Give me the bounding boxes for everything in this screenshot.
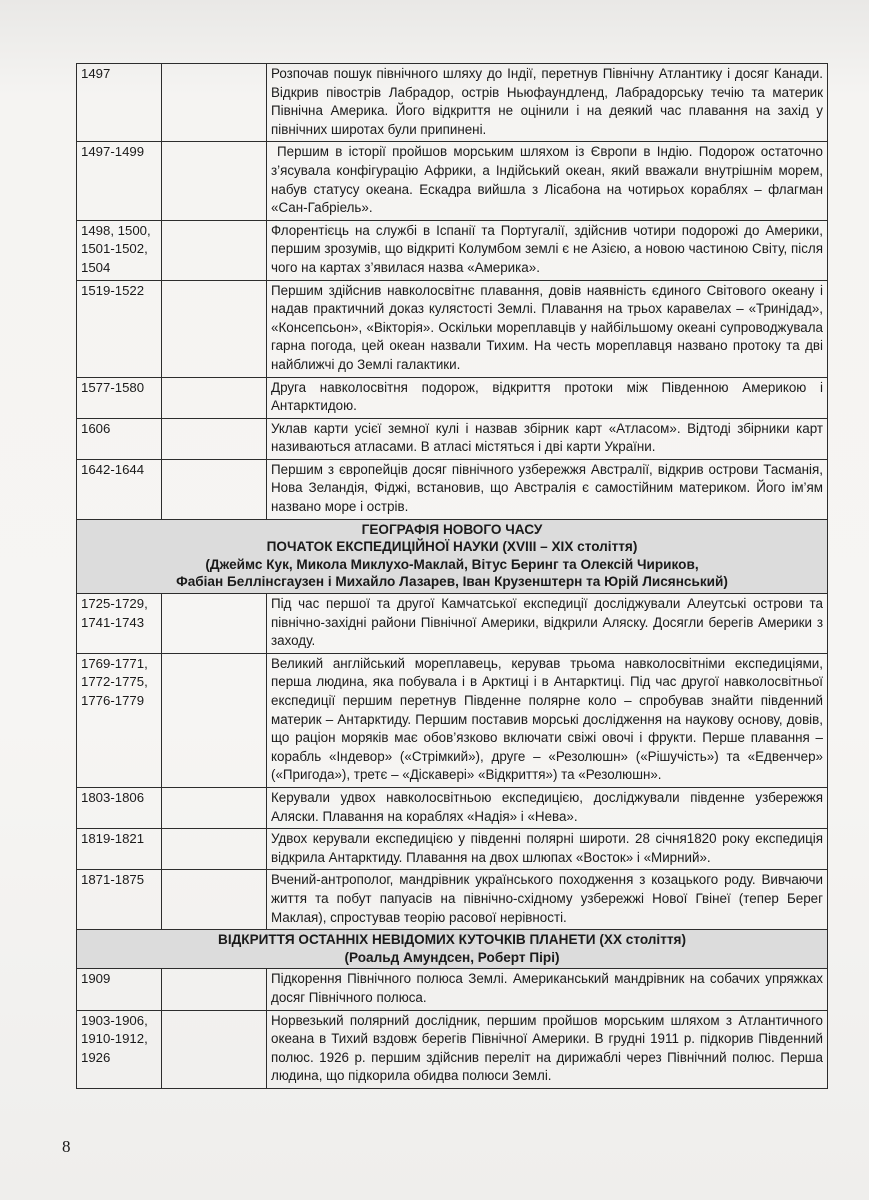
section-subtitle: ПОЧАТОК ЕКСПЕДИЦІЙНОЇ НАУКИ (XVIII – XIX століття) [266,539,638,555]
section-people-line-1: (Джеймс Кук, Микола Миклухо-Маклай, Вітус Беринг та Олексій Чириков, [205,556,699,572]
description-cell: Першим здійснив навколосвітнє плавання, довів наявність єдиного Світового океану і надав практичний доказ кулястості Землі. Плавання на трьох каравелах – «Тринідад», «Консепсьон», «Вікторія». Оскільки мореплавців у найбільшому океані супроводжувала гарна погода, цей океан назвали Тихим. На честь мореплавця названо протоку та дві найближчі до Землі галактики. [267,280,828,377]
year-cell: 1871-1875 [77,870,162,930]
table-row [77,220,828,280]
table-row [77,142,828,220]
year-cell: 1803-1806 [77,787,162,828]
year-cell: 1498, 1500, 1501-1502, 1504 [77,220,162,280]
section-header-modern-era [77,519,828,593]
section-people-line-2: Фабіан Беллінсгаузен і Михайло Лазарев, Іван Крузенштерн та Юрій Лисянський) [176,574,728,590]
table-row [77,1010,828,1088]
name-cell [162,829,267,870]
table-row [77,594,828,654]
section-title: ВІДКРИТТЯ ОСТАННІХ НЕВІДОМИХ КУТОЧКІВ ПЛАНЕТИ (XX століття) [218,932,686,948]
section-header-row [77,930,828,969]
year-cell: 1606 [77,418,162,459]
description-cell: Під час першої та другої Камчатської експедиції досліджували Алеутські острови та північно-західні райони Північної Америки, відкрили Аляску. Досягли берегів Америки з заходу. [267,594,828,654]
discoveries-table [76,63,828,1089]
name-cell [162,594,267,654]
description-cell: Друга навколосвітня подорож, відкриття протоки між Південною Америкою і Антарктидою. [267,377,828,418]
year-cell: 1769-1771, 1772-1775, 1776-1779 [77,653,162,787]
table-row [77,377,828,418]
name-cell [162,1010,267,1088]
name-cell [162,280,267,377]
table-row [77,787,828,828]
section-header-20th-century [77,930,828,969]
description-cell: Першим в історії пройшов морським шляхом із Європи в Індію. Подорож остаточно з’ясувала конфігурацію Африки, а Індійський океан, який вважали внутрішнім морем, набув статусу океана. Ескадра вийшла з Лісабона на чотирьох кораблях – флагман «Сан-Габріель». [267,142,828,220]
table-row [77,653,828,787]
table-row [77,870,828,930]
table-row [77,418,828,459]
description-cell: Керували удвох навколосвітньою експедицією, досліджували південне узбережжя Аляски. Плавання на кораблях «Надія» і «Нева». [267,787,828,828]
name-cell [162,418,267,459]
year-cell: 1497 [77,64,162,142]
page-number: 8 [62,1137,71,1156]
section-header-row [77,519,828,593]
name-cell [162,653,267,787]
year-cell: 1819-1821 [77,829,162,870]
table-row [77,459,828,519]
description-cell: Великий англійський мореплавець, керував трьома навколосвітніми експедиціями, перша людина, яка побувала і в Арктиці і в Антарктиці. Під час другої навколосвітньої експедиції першим перетнув Південне полярне коло – спробував знайти південний материк – Антарктиду. Першим поставив морські дослідження на наукову основу, довів, що раціон моряків має обов’язково включати свіжі овочі і фрукти. Перше плавання – корабль «Індевор» («Стрімкий»), друге – «Резолюшн» («Рішучість») та «Едвенчер» («Пригода»), третє – «Діскавері» «Відкриття») та «Резолюшн». [267,653,828,787]
description-cell: Уклав карти усієї земної кулі і назвав збірник карт «Атласом». Відтоді збірники карт називаються атласами. В атласі містяться і дві карти України. [267,418,828,459]
year-cell: 1725-1729, 1741-1743 [77,594,162,654]
year-cell: 1909 [77,969,162,1010]
description-cell: Удвох керували експедицією у південні полярні широти. 28 січня1820 року експедиція відкрила Антарктиду. Плавання на двох шлюпах «Восток» і «Мирний». [267,829,828,870]
name-cell [162,969,267,1010]
name-cell [162,64,267,142]
name-cell [162,787,267,828]
year-cell: 1903-1906, 1910-1912, 1926 [77,1010,162,1088]
table-row [77,829,828,870]
year-cell: 1642-1644 [77,459,162,519]
name-cell [162,870,267,930]
year-cell: 1577-1580 [77,377,162,418]
description-cell: Підкорення Північного полюса Землі. Американський мандрівник на собачих упряжках досяг Північного полюса. [267,969,828,1010]
name-cell [162,459,267,519]
section-title: ГЕОГРАФІЯ НОВОГО ЧАСУ [361,521,543,537]
table-row [77,280,828,377]
description-cell: Розпочав пошук північного шляху до Індії, перетнув Північну Атлантику і досяг Канади. Відкрив півострів Лабрадор, острів Ньюфаундленд, Лабрадорську течію та материк Північна Америка. Його відкриття не оцінили і на деякий час плавання на захід у північних широтах були припинені. [267,64,828,142]
description-cell: Флорентієць на службі в Іспанії та Португалії, здійснив чотири подорожі до Америки, першим зрозумів, що відкриті Колумбом землі є не Азією, а новою частиною Світу, після чого на картах з’явилася назва «Америка». [267,220,828,280]
name-cell [162,142,267,220]
description-cell: Першим з європейців досяг північного узбережжя Австралії, відкрив острови Тасманія, Нова Зеландія, Фіджі, встановив, що Австралія є самостійним материком. Його ім’ям названо море і острів. [267,459,828,519]
table-row [77,969,828,1010]
table-row [77,64,828,142]
year-cell: 1519-1522 [77,280,162,377]
section-people: (Роальд Амундсен, Роберт Пірі) [344,949,560,965]
description-cell: Вчений-антрополог, мандрівник українського походження з козацького роду. Вивчаючи життя та побут папуасів на північно-східному узбережжі Нової Гвінеї (тепер Берег Маклая), спростував теорію расової нерівності. [267,870,828,930]
name-cell [162,377,267,418]
description-cell: Норвезький полярний дослідник, першим пройшов морським шляхом з Атлантичного океана в Тихий вздовж берегів Північної Америки. В грудні 1911 р. підкорив Південний полюс. 1926 р. першим здійснив переліт на дирижаблі через Північний полюс. Перша людина, що підкорила обидва полюси Землі. [267,1010,828,1088]
year-cell: 1497-1499 [77,142,162,220]
name-cell [162,220,267,280]
